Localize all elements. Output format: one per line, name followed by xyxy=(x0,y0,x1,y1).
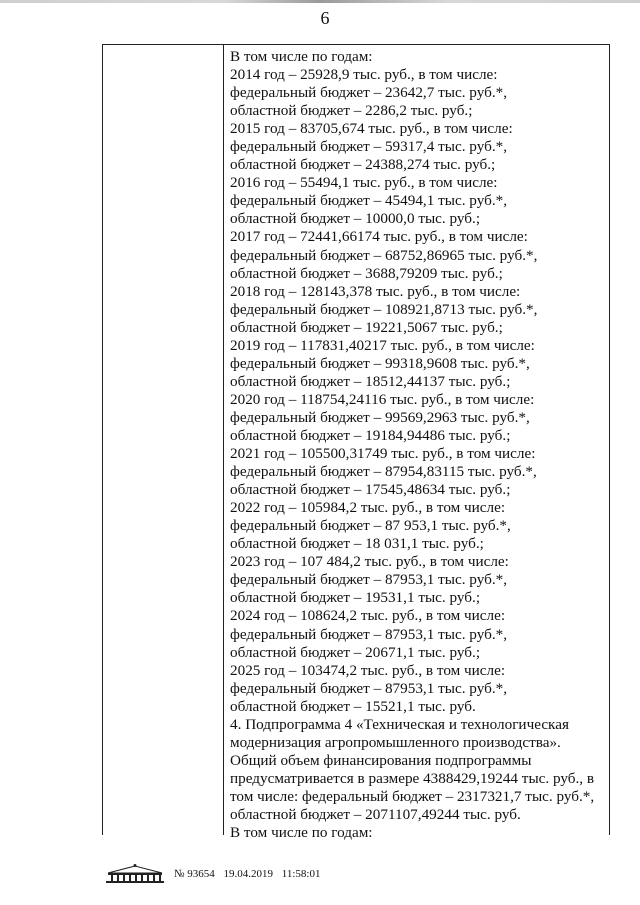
page-number: 6 xyxy=(320,8,330,28)
text-line: предусматривается в размере 4388429,19244 тыс. руб., в xyxy=(230,769,595,787)
text-line: федеральный бюджет – 99318,9608 тыс. руб.*, xyxy=(230,354,530,372)
stamp-time: 11:58:01 xyxy=(281,868,321,880)
text-line: федеральный бюджет – 108921,8713 тыс. руб.*, xyxy=(230,300,538,318)
text-line: 2017 год – 72441,66174 тыс. руб., в том числе: xyxy=(230,228,528,246)
text-line: областной бюджет – 24388,274 тыс. руб.; xyxy=(230,156,496,174)
text-line: модернизация агропромышленного производства». xyxy=(230,733,561,751)
text-line: 2024 год – 108624,2 тыс. руб., в том числе: xyxy=(230,607,506,625)
text-line: 2021 год – 105500,31749 тыс. руб., в том числе: xyxy=(230,445,536,463)
text-line: 2023 год – 107 484,2 тыс. руб., в том числе: xyxy=(230,553,509,571)
registration-stamp xyxy=(104,863,404,887)
stamp-text xyxy=(174,868,326,880)
text-line: областной бюджет – 18512,44137 тыс. руб.; xyxy=(230,372,511,390)
text-line: областной бюджет – 19184,94486 тыс. руб.; xyxy=(230,426,511,444)
text-line: областной бюджет – 20671,1 тыс. руб.; xyxy=(230,643,481,661)
text-line: 4. Подпрограмма 4 «Техническая и технологическая xyxy=(230,715,569,733)
text-line: областной бюджет – 18 031,1 тыс. руб.; xyxy=(230,535,484,553)
text-line: 2025 год – 103474,2 тыс. руб., в том числе: xyxy=(230,661,506,679)
text-line: областной бюджет – 17545,48634 тыс. руб.; xyxy=(230,481,511,499)
text-line: федеральный бюджет – 68752,86965 тыс. руб.*, xyxy=(230,246,538,264)
text-line: областной бюджет – 2286,2 тыс. руб.; xyxy=(230,102,473,120)
table-left-column xyxy=(103,45,224,835)
text-line: федеральный бюджет – 99569,2963 тыс. руб.*, xyxy=(230,408,530,426)
text-line: 2022 год – 105984,2 тыс. руб., в том числе: xyxy=(230,499,506,517)
text-line: федеральный бюджет – 87953,1 тыс. руб.*, xyxy=(230,571,508,589)
text-line: 2018 год – 128143,378 тыс. руб., в том числе: xyxy=(230,282,521,300)
budget-table xyxy=(102,44,610,842)
text-line: федеральный бюджет – 87953,1 тыс. руб.*, xyxy=(230,679,508,697)
text-line: областной бюджет – 10000,0 тыс. руб.; xyxy=(230,210,481,228)
building-emblem-icon xyxy=(104,863,166,885)
scan-top-edge xyxy=(0,0,640,3)
text-line: 2015 год – 83705,674 тыс. руб., в том числе: xyxy=(230,120,513,138)
text-line: 2014 год – 25928,9 тыс. руб., в том числе: xyxy=(230,66,498,84)
text-line: федеральный бюджет – 45494,1 тыс. руб.*, xyxy=(230,192,508,210)
text-line: 2016 год – 55494,1 тыс. руб., в том числе: xyxy=(230,174,498,192)
text-line: Общий объем финансирования подпрограммы xyxy=(230,751,532,769)
text-line: том числе: федеральный бюджет – 2317321,7 тыс. руб.*, xyxy=(230,787,595,805)
stamp-doc-number: № 93654 xyxy=(174,868,215,880)
stamp-date: 19.04.2019 xyxy=(223,868,273,880)
text-line: областной бюджет – 19531,1 тыс. руб.; xyxy=(230,589,481,607)
text-line: федеральный бюджет – 59317,4 тыс. руб.*, xyxy=(230,138,508,156)
text-line: 2019 год – 117831,40217 тыс. руб., в том числе: xyxy=(230,336,535,354)
text-line: 2020 год – 118754,24116 тыс. руб., в том числе: xyxy=(230,390,535,408)
budget-text xyxy=(230,48,610,842)
text-line: федеральный бюджет – 23642,7 тыс. руб.*, xyxy=(230,84,508,102)
text-line: федеральный бюджет – 87954,83115 тыс. руб.*, xyxy=(230,463,537,481)
text-line: областной бюджет – 15521,1 тыс. руб. xyxy=(230,697,476,715)
text-line: областной бюджет – 19221,5067 тыс. руб.; xyxy=(230,318,503,336)
text-line: федеральный бюджет – 87 953,1 тыс. руб.*, xyxy=(230,517,511,535)
text-line: В том числе по годам: xyxy=(230,824,373,842)
text-line: федеральный бюджет – 87953,1 тыс. руб.*, xyxy=(230,625,508,643)
text-line: В том числе по годам: xyxy=(230,48,373,65)
text-line: областной бюджет – 2071107,49244 тыс. руб. xyxy=(230,805,521,823)
table-right-column xyxy=(224,45,609,842)
text-line: областной бюджет – 3688,79209 тыс. руб.; xyxy=(230,264,503,282)
